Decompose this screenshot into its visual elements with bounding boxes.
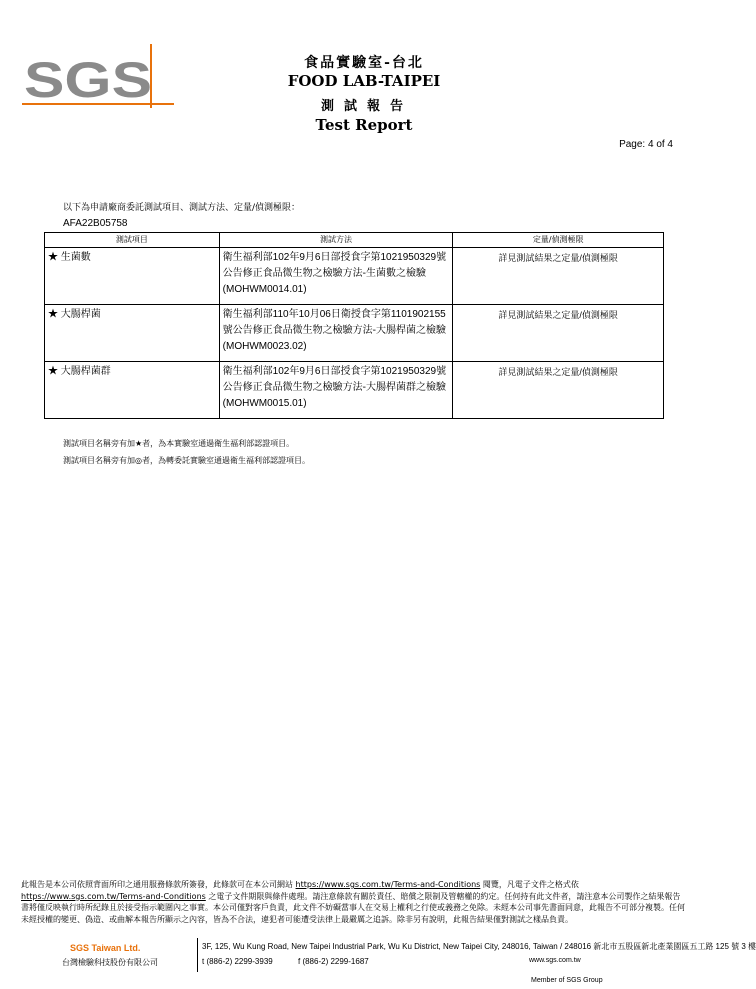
footer-divider (197, 938, 198, 972)
legal-text: 閱覽，凡電子文件之格式依 (482, 880, 579, 889)
detection-limit: 詳見測試結果之定量/偵測極限 (453, 362, 664, 419)
lab-name-zh: 食品實驗室-台北 (304, 55, 424, 71)
intro-text: 以下為申請廠商委託測試項目、測試方法、定量/偵測極限： (63, 203, 301, 213)
company-website[interactable]: www.sgs.com.tw (529, 957, 581, 964)
company-name-zh: 台灣檢驗科技股份有限公司 (62, 958, 158, 967)
sgs-logo-text: SGS (24, 52, 152, 108)
header-detection-limit: 定量/偵測極限 (453, 233, 664, 248)
terms-link[interactable]: https://www.sgs.com.tw/Terms-and-Conditions (295, 880, 481, 889)
member-of-group: Member of SGS Group (531, 977, 603, 984)
test-items-table (44, 232, 664, 419)
company-name-en: SGS Taiwan Ltd. (70, 943, 141, 953)
report-number: AFA22B05758 (63, 218, 128, 229)
test-method: 衛生福利部110年10月06日衛授食字第1101902155號公告修正食品微生物之檢驗方法-大腸桿菌之檢驗(MOHWM0023.02) (219, 305, 453, 362)
test-item: ★ 生菌數 (45, 248, 220, 305)
table-header-row (45, 233, 664, 248)
test-method: 衛生福利部102年9月6日部授食字第1021950329號公告修正食品微生物之檢驗方法-大腸桿菌群之檢驗(MOHWM0015.01) (219, 362, 453, 419)
test-item: ★ 大腸桿菌群 (45, 362, 220, 419)
detection-limit: 詳見測試結果之定量/偵測極限 (453, 248, 664, 305)
legal-disclaimer (21, 879, 685, 925)
legal-text: 之電子文件期限與條件處理。請注意條款有關於責任、賠償之限制及管轄權的約定。任何持有此文件者，請注意本公司製作之結果報告書將僅反映執行時所紀錄且於接受指示範圍內之事實。本公司僅對客戶負責，此文件不妨礙當事人在交易上權利之行使或義務之免除。未經本公司事先書面同意，此報告不可部分複製。任何未經授權的變更、偽造、或曲解本報告所顯示之內容，皆為不合法，違犯者可能遭受法律上最嚴厲之追訴。除非另有說明，此報告結果僅對測試之樣品負責。 (21, 891, 685, 924)
test-item: ★ 大腸桿菌 (45, 305, 220, 362)
company-fax: f (886-2) 2299-1687 (298, 957, 369, 966)
table-row (45, 362, 664, 419)
test-method: 衛生福利部102年9月6日部授食字第1021950329號公告修正食品微生物之檢驗方法-生菌數之檢驗(MOHWM0014.01) (219, 248, 453, 305)
subcontract-note: 測試項目名稱旁有加◎者，為轉委託實驗室通過衛生福利部認證項目。 (63, 456, 310, 465)
header-test-method: 測試方法 (219, 233, 453, 248)
lab-name-en: FOOD LAB-TAIPEI (287, 72, 441, 90)
table-row (45, 305, 664, 362)
table-row (45, 248, 664, 305)
company-address: 3F, 125, Wu Kung Road, New Taipei Industrial Park, Wu Ku District, New Taipei City, 248016, Taiwan / 248016 新北市五股區新北產業園區五工路 125 號 3 樓 (202, 942, 756, 951)
report-title-en: Test Report (315, 116, 413, 134)
header-test-item: 測試項目 (45, 233, 220, 248)
page-number: Page: 4 of 4 (619, 139, 673, 150)
report-title-zh: 測試報告 (320, 99, 413, 114)
accreditation-note: 測試項目名稱旁有加★者，為本實驗室通過衛生福利部認證項目。 (63, 439, 295, 448)
detection-limit: 詳見測試結果之定量/偵測極限 (453, 305, 664, 362)
terms-link[interactable]: https://www.sgs.com.tw/Terms-and-Conditions (21, 891, 206, 901)
company-phone: t (886-2) 2299-3939 (202, 957, 273, 966)
legal-text: 此報告是本公司依照背面所印之通用服務條款所簽發，此條款可在本公司網站 (21, 880, 293, 889)
